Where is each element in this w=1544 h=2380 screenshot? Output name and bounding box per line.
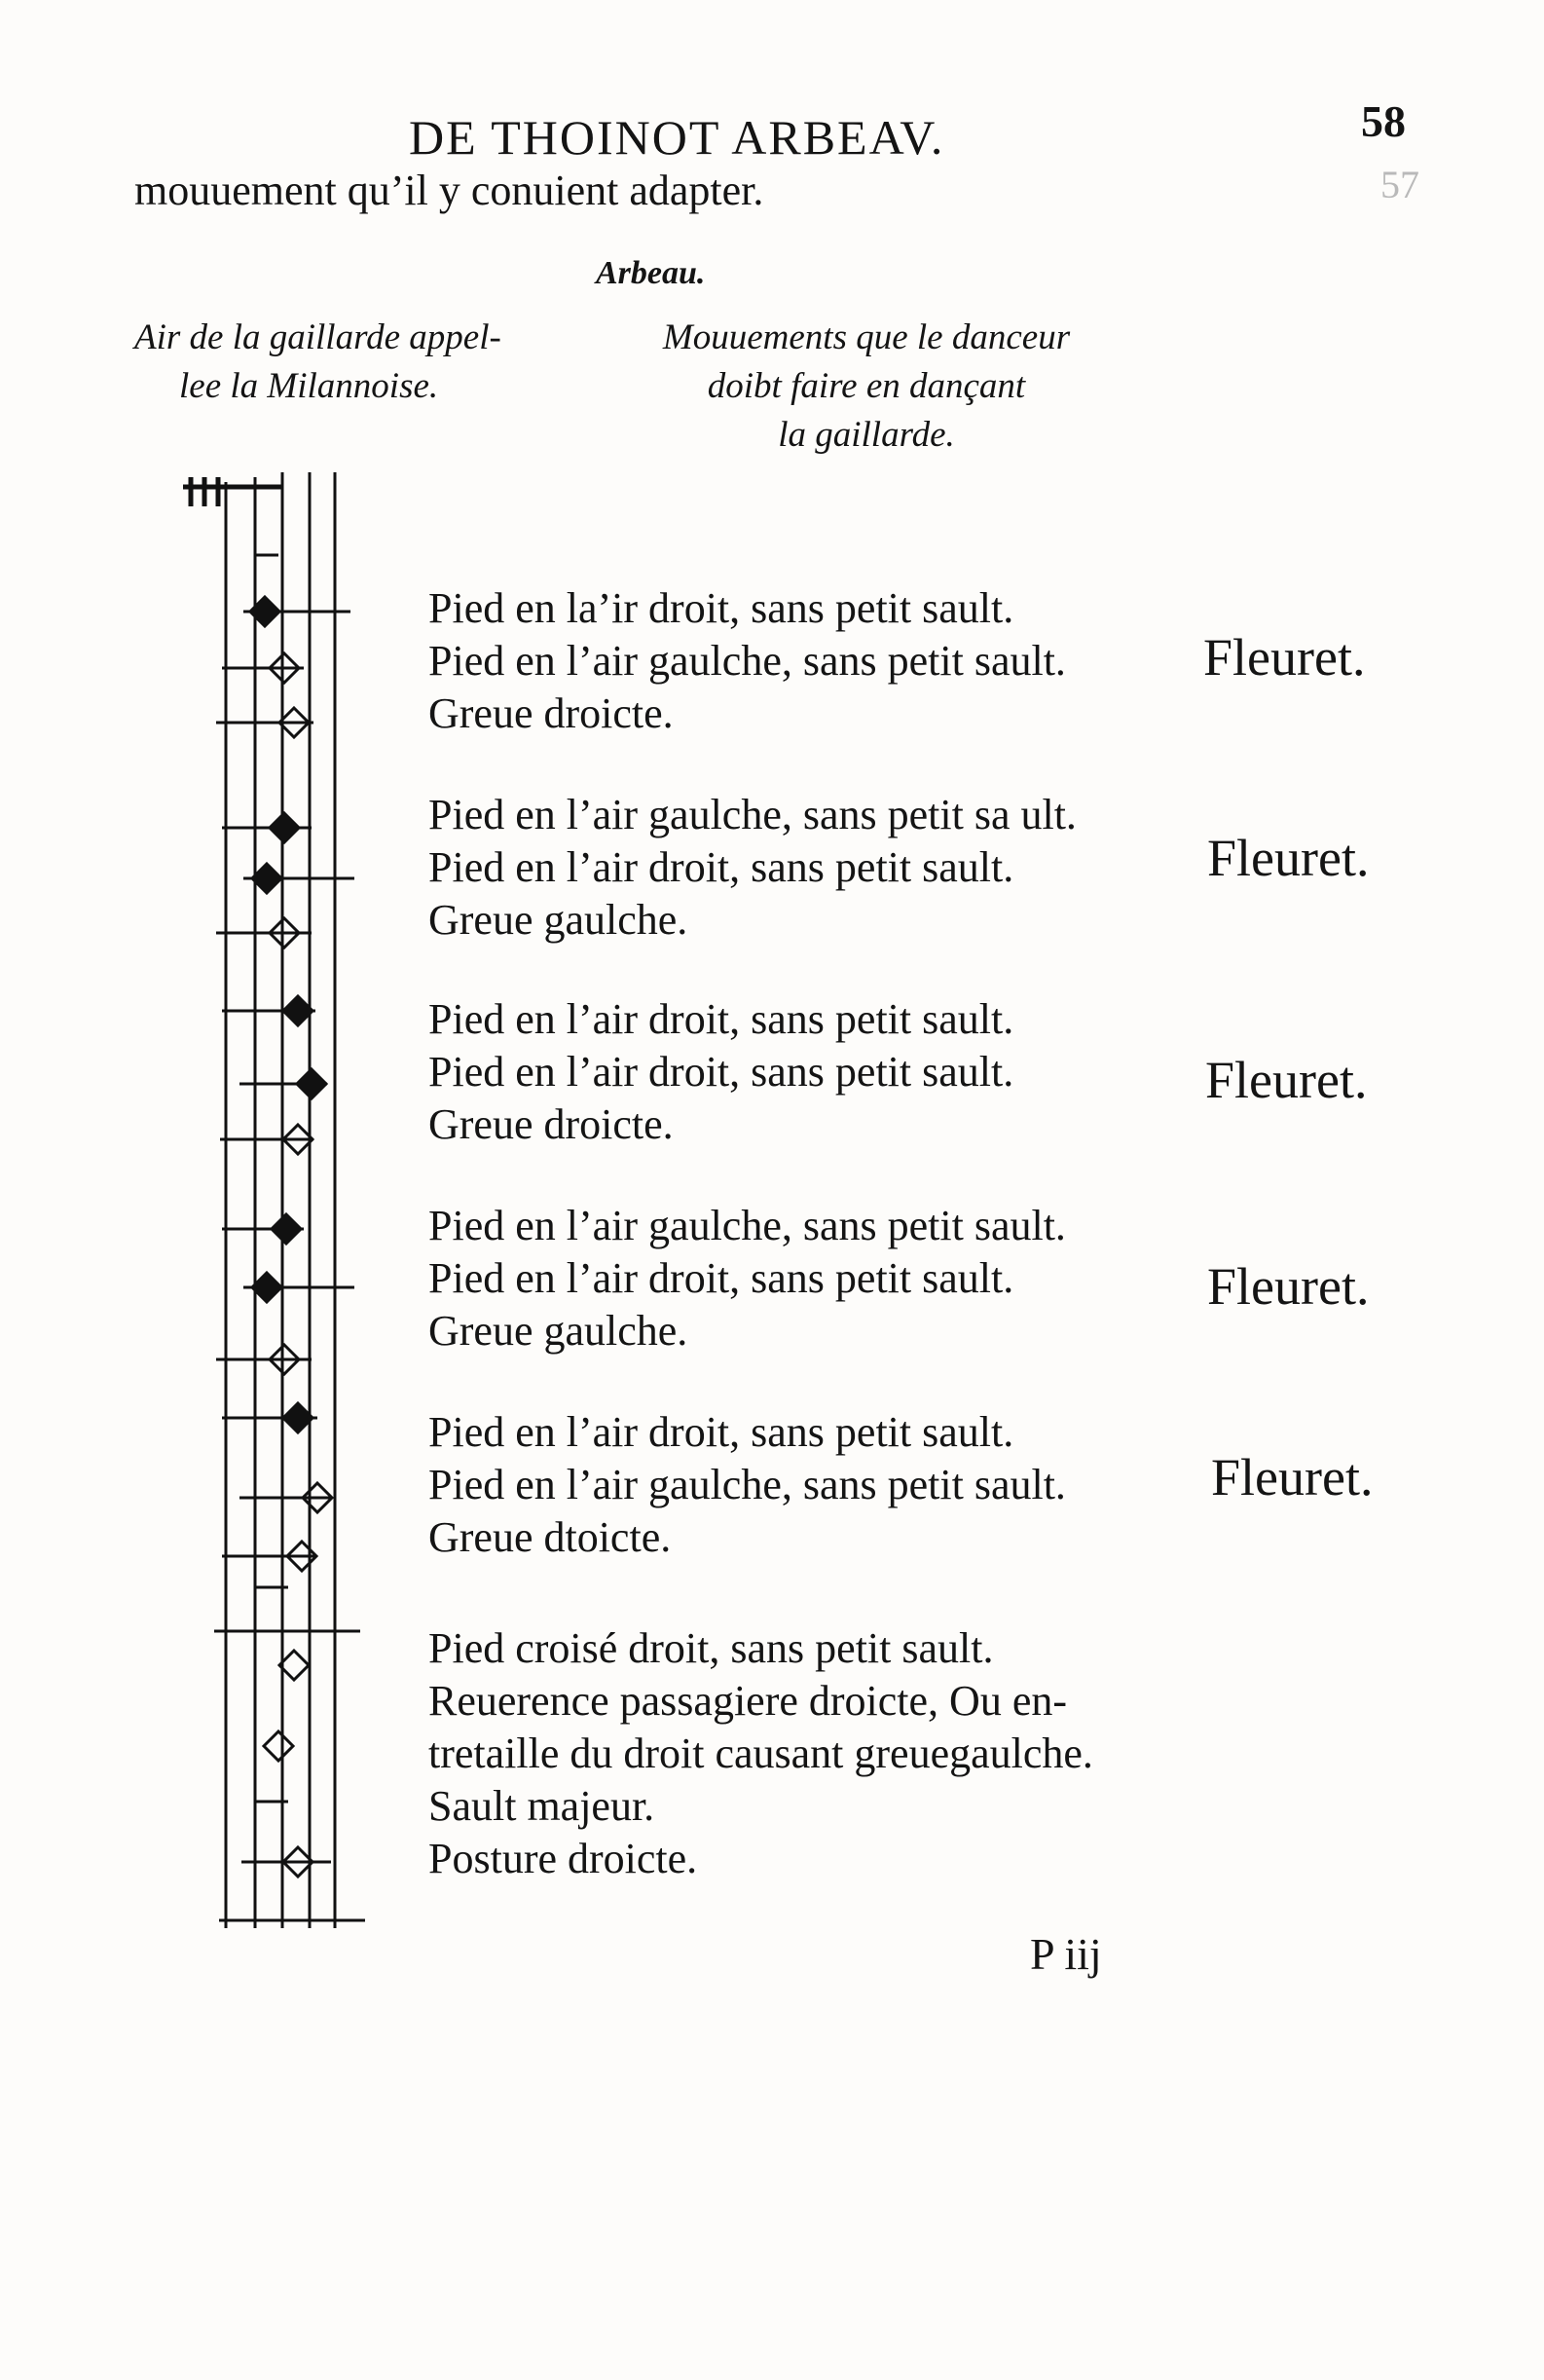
movement-line: Greue droicte.: [428, 689, 674, 737]
fleuret-label: Fleuret.: [1211, 1448, 1374, 1506]
movement-group: [428, 789, 1077, 947]
movement-line: Pied en l’air gaulche, sans petit sault.: [428, 1461, 1066, 1508]
left-heading-line: lee la Milannoise.: [179, 366, 439, 406]
movement-line: Pied en l’air droit, sans petit sault.: [428, 995, 1014, 1043]
right-column-heading: [613, 314, 1120, 460]
movement-line: Pied en la’ir droit, sans petit sault.: [428, 584, 1014, 632]
movement-line: Pied en l’air droit, sans petit sault.: [428, 1408, 1014, 1456]
left-column-heading: [134, 314, 501, 411]
movement-line: Pied en l’air gaulche, sans petit sault.: [428, 637, 1066, 685]
fleuret-label: Fleuret.: [1203, 628, 1366, 687]
movement-line: Greue droicte.: [428, 1100, 674, 1148]
right-heading-line: doibt faire en dançant: [707, 366, 1026, 406]
running-title: DE THOINOT ARBEAV.: [409, 110, 945, 165]
movement-line: Sault majeur.: [428, 1782, 655, 1830]
speaker-label: Arbeau.: [596, 255, 706, 291]
movement-line: tretaille du droit causant greuegaulche.: [428, 1729, 1093, 1777]
movement-group: [428, 993, 1013, 1151]
movement-line: Pied en l’air droit, sans petit sault.: [428, 843, 1014, 891]
fleuret-label: Fleuret.: [1205, 1051, 1368, 1109]
movement-line: Greue dtoicte.: [428, 1513, 672, 1561]
right-heading-line: la gaillarde.: [778, 415, 955, 455]
right-heading-line: Mouuements que le danceur: [662, 317, 1071, 357]
left-heading-line: Air de la gaillarde appel-: [134, 317, 501, 357]
signature-mark: P iij: [1030, 1929, 1102, 1979]
movement-line: Pied en l’air gaulche, sans petit sault.: [428, 1202, 1066, 1249]
movement-line: Pied en l’air gaulche, sans petit sa ult.: [428, 791, 1077, 838]
movement-group: [428, 1406, 1066, 1564]
continuation-line: mouuement qu’il y conuient adapter.: [134, 167, 764, 214]
manuscript-folio-number: 57: [1380, 163, 1419, 206]
movement-group: [428, 1200, 1066, 1357]
movement-line: Pied en l’air droit, sans petit sault.: [428, 1048, 1014, 1096]
movement-line: Pied en l’air droit, sans petit sault.: [428, 1254, 1014, 1302]
movement-line: Reuerence passagiere droicte, Ou en-: [428, 1677, 1068, 1725]
folio-number: 58: [1361, 96, 1406, 146]
fleuret-label: Fleuret.: [1207, 1257, 1370, 1316]
movement-line: Greue gaulche.: [428, 1307, 688, 1355]
movement-group: [428, 1622, 1093, 1885]
movement-group: [428, 582, 1066, 740]
movement-line: Greue gaulche.: [428, 896, 688, 944]
movement-line: Pied croisé droit, sans petit sault.: [428, 1624, 994, 1672]
movement-line: Posture droicte.: [428, 1835, 698, 1882]
fleuret-label: Fleuret.: [1207, 829, 1370, 887]
